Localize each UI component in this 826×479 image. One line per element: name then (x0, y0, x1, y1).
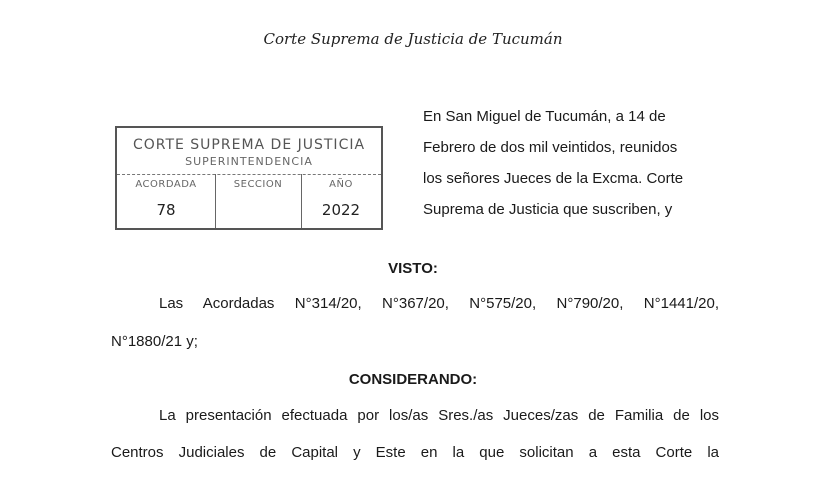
stamp-title: CORTE SUPREMA DE JUSTICIA (132, 137, 366, 153)
stamp-column-label: ACORDADA (135, 179, 197, 190)
considerando-line: Centros Judiciales de Capital y Este en la que solicitan a esta Corte la (111, 444, 719, 461)
stamp-column-acordada (117, 174, 216, 228)
visto-heading: VISTO: (388, 260, 438, 277)
considerando-heading: CONSIDERANDO: (348, 371, 478, 388)
considerando-line: La presentación efectuada por los/as Sres./as Jueces/zas de Familia de los (159, 407, 719, 424)
intro-line: Suprema de Justicia que suscriben, y (423, 201, 673, 218)
intro-paragraph (423, 101, 719, 225)
visto-line: N°1880/21 y; (111, 333, 198, 350)
stamp-column-label: SECCION (233, 179, 283, 190)
intro-line: los señores Jueces de la Excma. Corte (423, 170, 684, 187)
stamp-column-label: AÑO (329, 179, 353, 190)
court-header: Corte Suprema de Justicia de Tucumán (263, 30, 563, 48)
superintendencia-stamp (115, 126, 383, 230)
stamp-subtitle: SUPERINTENDENCIA (185, 155, 313, 168)
stamp-column-seccion (215, 174, 302, 228)
intro-line: En San Miguel de Tucumán, a 14 de (423, 108, 666, 125)
stamp-column-value: 78 (156, 201, 176, 219)
visto-line: Las Acordadas N°314/20, N°367/20, N°575/20, N°790/20, N°1441/20, (159, 295, 719, 312)
stamp-column-anio (301, 174, 381, 228)
stamp-column-value: 2022 (321, 201, 361, 219)
intro-line: Febrero de dos mil veintidos, reunidos (423, 139, 678, 156)
